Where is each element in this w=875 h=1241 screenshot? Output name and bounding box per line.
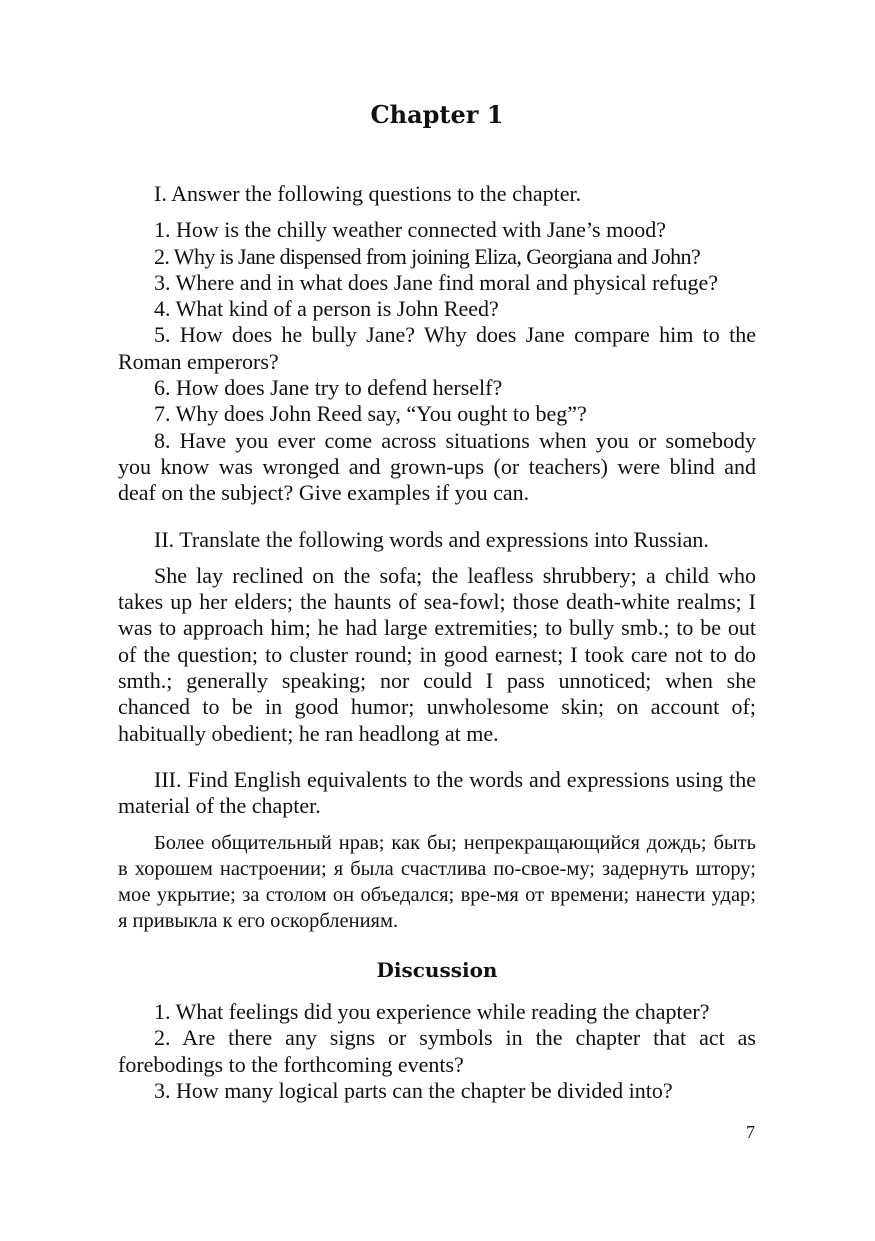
section-2-heading: II. Translate the following words and expressions into Russian. [154, 526, 709, 552]
question-item: 7. Why does John Reed say, “You ought to beg”? [154, 401, 587, 427]
section-2-text: She lay reclined on the sofa; the leafless shrubbery; a child who takes up her elders; the haunts of sea-fowl; those death-white realms; I was to approach him; he had large extremities; to bully smb.; to be out of the question; to cluster round; in good earnest; I took care not to do smth.; generally speaking; nor could I pass unnoticed; when she chanced to be in good humor; unwholesome skin; on account of; habitually obedient; he ran headlong at me. [118, 562, 756, 746]
question-item: 2. Why is Jane dispensed from joining Eliza, Georgiana and John? [154, 243, 701, 269]
discussion-item: 1. What feelings did you experience while reading the chapter? [154, 999, 710, 1025]
question-item: 5. How does he bully Jane? Why does Jane compare him to the Roman emperors? [118, 322, 756, 374]
question-item: 6. How does Jane try to defend herself? [154, 375, 503, 401]
discussion-item: 3. How many logical parts can the chapter be divided into? [154, 1077, 673, 1103]
question-item: 8. Have you ever come across situations when you or somebody you know was wronged and grown-ups (or teachers) were blind and deaf on the subject? Give examples if you can. [118, 427, 756, 506]
section-3-text: Более общительный нрав; как бы; непрекращающийся дождь; быть в хорошем настроении; я была счастлива по-свое-му; задернуть штору; мое укрытие; за столом он объедался; вре-мя от времени; нанести удар; я привыкла к его оскорблениям. [118, 831, 756, 933]
question-item: 1. How is the chilly weather connected with Jane’s mood? [154, 217, 666, 243]
page-content [118, 181, 756, 1104]
section-3-heading: III. Find English equivalents to the words and expressions using the material of the chapter. [118, 766, 756, 819]
question-item: 3. Where and in what does Jane find moral and physical refuge? [154, 269, 719, 295]
chapter-title: Chapter 1 [370, 100, 504, 129]
discussion-heading: Discussion [376, 957, 498, 982]
question-item: 4. What kind of a person is John Reed? [154, 296, 499, 322]
discussion-item: 2. Are there any signs or symbols in the chapter that act as forebodings to the forthcoming events? [118, 1025, 756, 1077]
page-number: 7 [746, 1122, 755, 1142]
section-1-heading: I. Answer the following questions to the chapter. [154, 181, 582, 206]
